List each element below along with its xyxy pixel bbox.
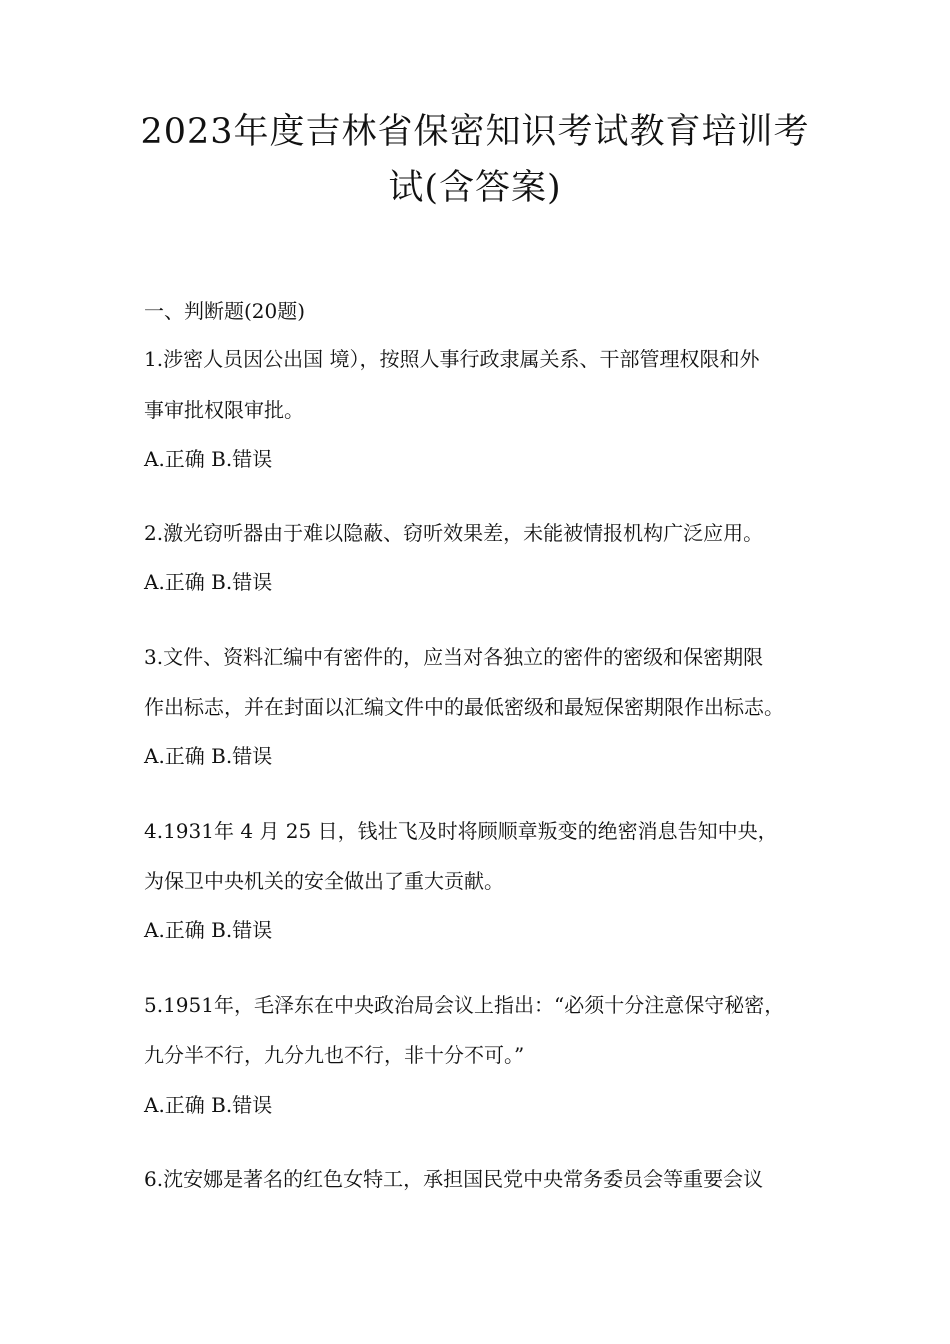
document-title [100,104,850,216]
question-2-options: A.正确 B.错误 [144,570,273,594]
question-5-line-1: 5.1951年，毛泽东在中央政治局会议上指出：“必须十分注意保守秘密， [144,993,785,1017]
question-3-line-2: 作出标志，并在封面以汇编文件中的最低密级和最短保密期限作出标志。 [144,695,784,719]
question-1-line-2: 事审批权限审批。 [144,398,304,422]
question-5-line-2: 九分半不行，九分九也不行，非十分不可。” [144,1043,525,1067]
question-6-line-1: 6.沈安娜是著名的红色女特工，承担国民党中央常务委员会等重要会议 [144,1167,764,1191]
question-5-options: A.正确 B.错误 [144,1093,273,1117]
question-4-line-2: 为保卫中央机关的安全做出了重大贡献。 [144,869,504,893]
question-4-options: A.正确 B.错误 [144,918,273,942]
question-2-line-1: 2.激光窃听器由于难以隐蔽、窃听效果差，未能被情报机构广泛应用。 [144,521,764,545]
title-line-2: 试(含答案) [388,168,562,208]
question-3-options: A.正确 B.错误 [144,744,273,768]
question-4-line-1: 4.1931年 4 月 25 日，钱壮飞及时将顾顺章叛变的绝密消息告知中央， [144,819,778,843]
question-1-line-1: 1.涉密人员因公出国 境），按照人事行政隶属关系、干部管理权限和外 [144,347,760,371]
section-heading: 一、判断题(20题) [144,299,306,323]
question-1-options: A.正确 B.错误 [144,447,273,471]
question-3-line-1: 3.文件、资料汇编中有密件的，应当对各独立的密件的密级和保密期限 [144,645,764,669]
title-line-1: 2023年度吉林省保密知识考试教育培训考 [140,112,810,152]
